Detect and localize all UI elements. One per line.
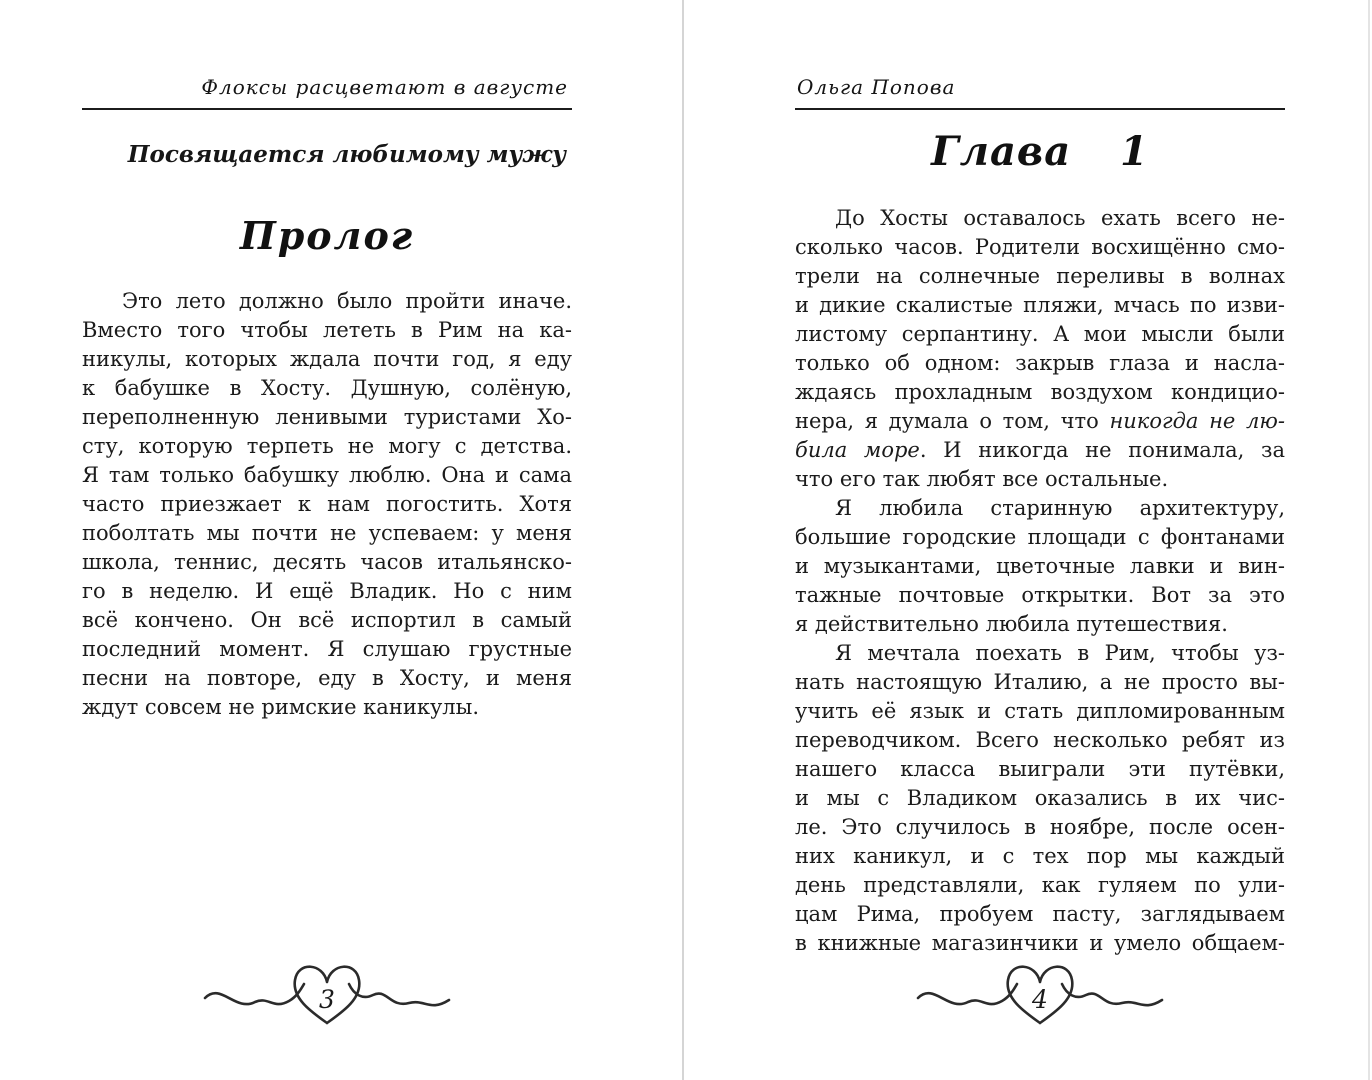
- text-line: Вместо того чтобы лететь в Рим на ка-: [82, 318, 572, 342]
- text-line: и музыкантами, цветочные лавки и вин-: [795, 554, 1285, 578]
- text-line: день представляли, как гуляем по ули-: [795, 873, 1285, 897]
- text-line: что его так любят все остальные.: [795, 467, 1169, 491]
- right-page: [795, 0, 1285, 1080]
- right-footer-ornament: [910, 948, 1170, 1038]
- text-line: цам Рима, пробуем пасту, заглядываем: [795, 902, 1285, 926]
- text-line: Это лето должно было пройти иначе.: [122, 289, 572, 313]
- heart-flourish-icon: [197, 948, 457, 1038]
- text-line: учить её язык и стать дипломированным: [795, 699, 1285, 723]
- text-line: нера, я думала о том, что никогда не лю-: [795, 409, 1285, 433]
- text-line: поболтать мы почти не успеваем: у меня: [82, 521, 572, 545]
- left-wave-line: [918, 984, 1017, 1004]
- page-right-edge: [1368, 0, 1370, 1080]
- left-footer-ornament: [197, 948, 457, 1038]
- text-line: нать настоящую Италию, а не просто вы-: [795, 670, 1285, 694]
- text-line: и мы с Владиком оказались в их чис-: [795, 786, 1285, 810]
- text-line: сту, которую терпеть не могу с детства.: [82, 434, 572, 458]
- right-wave-line: [1062, 984, 1162, 1005]
- text-line: Я мечтала поехать в Рим, чтобы уз-: [835, 641, 1285, 665]
- right-page-body-text: [795, 204, 1285, 958]
- text-line: я действительно любила путешествия.: [795, 612, 1228, 636]
- text-line: ждаясь прохладным воздухом кондицио-: [795, 380, 1285, 404]
- text-line: До Хосты оставалось ехать всего не-: [835, 206, 1285, 230]
- text-line: листому серпантину. А мои мысли были: [795, 322, 1285, 346]
- page-number: 3: [319, 985, 335, 1014]
- text-line: переводчиком. Всего несколько ребят из: [795, 728, 1285, 752]
- left-wave-line: [205, 984, 304, 1004]
- text-line: тажные почтовые открытки. Вот за это: [795, 583, 1285, 607]
- text-line: школа, теннис, десять часов итальянско-: [82, 550, 572, 574]
- prologue-heading: Пролог: [239, 213, 415, 258]
- running-header-book-title: Флоксы расцветают в августе: [82, 0, 572, 110]
- running-header-author-name: Ольга Попова: [795, 0, 1285, 110]
- text-line: никулы, которых ждала почти год, я еду: [82, 347, 572, 371]
- dedication-text: Посвящается любимому мужу: [127, 141, 566, 168]
- text-line: песни на повторе, еду в Хосту, и меня: [82, 666, 572, 690]
- text-line: сколько часов. Родители восхищённо смо-: [795, 235, 1285, 259]
- text-line: нашего класса выиграли эти путёвки,: [795, 757, 1285, 781]
- text-line: ждут совсем не римские каникулы.: [82, 695, 480, 719]
- text-line: била море. И никогда не понимала, за: [795, 438, 1286, 462]
- text-line: го в неделю. И ещё Владик. Но с ним: [82, 579, 572, 603]
- chapter-1-heading: Глава 1: [931, 128, 1149, 175]
- text-line: и дикие скалистые пляжи, мчась по изви-: [795, 293, 1285, 317]
- page-gutter-divider: [682, 0, 684, 1080]
- text-line: Я любила старинную архитектуру,: [835, 496, 1285, 520]
- text-line: часто приезжает к нам погостить. Хотя: [82, 492, 572, 516]
- text-line: них каникул, и с тех пор мы каждый: [795, 844, 1285, 868]
- heart-flourish-icon: [910, 948, 1170, 1038]
- text-line: трели на солнечные переливы в волнах: [795, 264, 1285, 288]
- right-wave-line: [349, 984, 449, 1005]
- text-line: ле. Это случилось в ноябре, после осен-: [795, 815, 1285, 839]
- left-page: [82, 0, 572, 1080]
- text-line: в книжные магазинчики и умело общаем-: [795, 931, 1285, 955]
- text-line: большие городские площади с фонтанами: [795, 525, 1285, 549]
- text-line: всё кончено. Он всё испортил в самый: [82, 608, 572, 632]
- text-line: к бабушке в Хосту. Душную, солёную,: [82, 376, 572, 400]
- left-page-body-text: [82, 287, 572, 722]
- text-line: переполненную ленивыми туристами Хо-: [82, 405, 572, 429]
- text-line: Я там только бабушку люблю. Она и сама: [82, 463, 572, 487]
- page-number: 4: [1032, 985, 1048, 1014]
- text-line: последний момент. Я слушаю грустные: [82, 637, 572, 661]
- text-line: только об одном: закрыв глаза и насла-: [795, 351, 1285, 375]
